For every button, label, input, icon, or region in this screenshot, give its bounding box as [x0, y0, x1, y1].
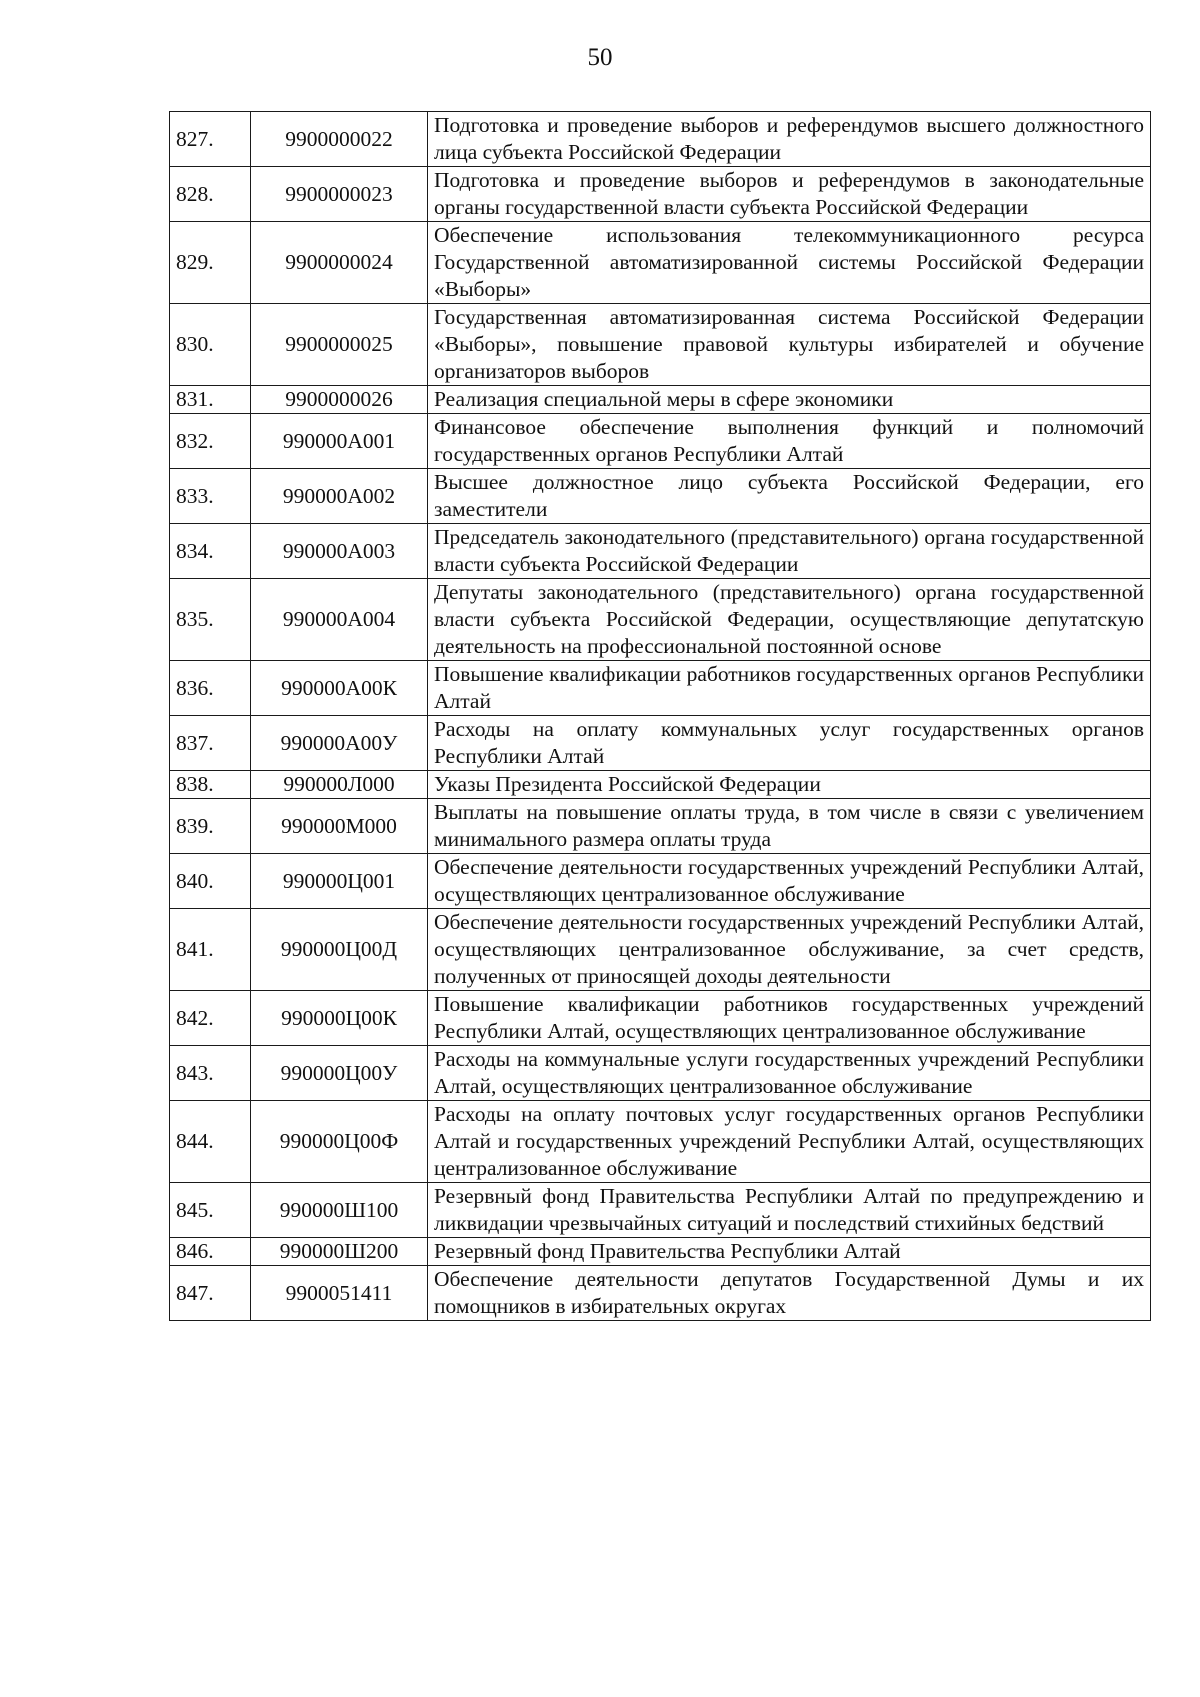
- target-item-code-cell: 990000А00К: [251, 661, 428, 716]
- table-row: [170, 1238, 1151, 1266]
- target-item-code-cell: 990000М000: [251, 799, 428, 854]
- row-number-cell: 836.: [170, 661, 251, 716]
- expense-name-cell: Подготовка и проведение выборов и референдумов высшего должностного лица субъекта Российской Федерации: [428, 112, 1151, 167]
- row-number-cell: 828.: [170, 167, 251, 222]
- expense-name-cell: Повышение квалификации работников государственных учреждений Республики Алтай, осуществляющих централизованное обслуживание: [428, 991, 1151, 1046]
- expense-name-cell: Подготовка и проведение выборов и референдумов в законодательные органы государственной власти субъекта Российской Федерации: [428, 167, 1151, 222]
- table-row: [170, 524, 1151, 579]
- target-item-code-cell: 990000А00У: [251, 716, 428, 771]
- table-row: [170, 661, 1151, 716]
- target-item-code-cell: 990000А001: [251, 414, 428, 469]
- table-row: [170, 222, 1151, 304]
- expense-name-cell: Расходы на оплату почтовых услуг государственных органов Республики Алтай и государственных учреждений Республики Алтай, осуществляющих централизованное обслуживание: [428, 1101, 1151, 1183]
- table-row: [170, 414, 1151, 469]
- row-number-cell: 846.: [170, 1238, 251, 1266]
- expense-name-cell: Реализация специальной меры в сфере экономики: [428, 386, 1151, 414]
- row-number-cell: 844.: [170, 1101, 251, 1183]
- table-row: [170, 579, 1151, 661]
- table-row: [170, 909, 1151, 991]
- target-item-code-cell: 9900000024: [251, 222, 428, 304]
- expense-name-cell: Повышение квалификации работников государственных органов Республики Алтай: [428, 661, 1151, 716]
- table-row: [170, 1266, 1151, 1321]
- target-item-code-cell: 9900051411: [251, 1266, 428, 1321]
- table-row: [170, 1183, 1151, 1238]
- row-number-cell: 830.: [170, 304, 251, 386]
- target-item-code-cell: 990000А002: [251, 469, 428, 524]
- target-item-code-cell: 9900000023: [251, 167, 428, 222]
- row-number-cell: 835.: [170, 579, 251, 661]
- expense-name-cell: Резервный фонд Правительства Республики Алтай: [428, 1238, 1151, 1266]
- expense-name-cell: Выплаты на повышение оплаты труда, в том числе в связи с увеличением минимального размера оплаты труда: [428, 799, 1151, 854]
- table-body: [170, 112, 1151, 1321]
- target-item-code-cell: 990000А003: [251, 524, 428, 579]
- table-row: [170, 716, 1151, 771]
- expense-name-cell: Указы Президента Российской Федерации: [428, 771, 1151, 799]
- row-number-cell: 847.: [170, 1266, 251, 1321]
- expense-name-cell: Финансовое обеспечение выполнения функций и полномочий государственных органов Республики Алтай: [428, 414, 1151, 469]
- expense-name-cell: Депутаты законодательного (представительного) органа государственной власти субъекта Российской Федерации, осуществляющие депутатскую деятельность на профессиональной постоянной основе: [428, 579, 1151, 661]
- target-item-code-cell: 990000Ц00К: [251, 991, 428, 1046]
- table-row: [170, 167, 1151, 222]
- target-item-code-cell: 990000Ц00Д: [251, 909, 428, 991]
- target-item-code-cell: 990000Ц001: [251, 854, 428, 909]
- target-item-code-cell: 990000А004: [251, 579, 428, 661]
- expense-name-cell: Высшее должностное лицо субъекта Российской Федерации, его заместители: [428, 469, 1151, 524]
- expense-name-cell: Резервный фонд Правительства Республики Алтай по предупреждению и ликвидации чрезвычайных ситуаций и последствий стихийных бедствий: [428, 1183, 1151, 1238]
- row-number-cell: 837.: [170, 716, 251, 771]
- row-number-cell: 829.: [170, 222, 251, 304]
- row-number-cell: 827.: [170, 112, 251, 167]
- row-number-cell: 840.: [170, 854, 251, 909]
- table-row: [170, 304, 1151, 386]
- expense-name-cell: Обеспечение деятельности государственных учреждений Республики Алтай, осуществляющих централизованное обслуживание: [428, 854, 1151, 909]
- target-item-code-cell: 9900000026: [251, 386, 428, 414]
- table-row: [170, 854, 1151, 909]
- target-item-code-cell: 9900000025: [251, 304, 428, 386]
- expense-name-cell: Государственная автоматизированная система Российской Федерации «Выборы», повышение правовой культуры избирателей и обучение организаторов выборов: [428, 304, 1151, 386]
- expense-name-cell: Расходы на оплату коммунальных услуг государственных органов Республики Алтай: [428, 716, 1151, 771]
- row-number-cell: 838.: [170, 771, 251, 799]
- table-row: [170, 469, 1151, 524]
- row-number-cell: 831.: [170, 386, 251, 414]
- target-item-code-cell: 990000Ш100: [251, 1183, 428, 1238]
- row-number-cell: 842.: [170, 991, 251, 1046]
- expense-name-cell: Обеспечение деятельности депутатов Государственной Думы и их помощников в избирательных округах: [428, 1266, 1151, 1321]
- target-item-code-cell: 9900000022: [251, 112, 428, 167]
- row-number-cell: 832.: [170, 414, 251, 469]
- table-row: [170, 1101, 1151, 1183]
- table-row: [170, 991, 1151, 1046]
- target-item-code-cell: 990000Л000: [251, 771, 428, 799]
- row-number-cell: 839.: [170, 799, 251, 854]
- row-number-cell: 833.: [170, 469, 251, 524]
- target-item-code-cell: 990000Ш200: [251, 1238, 428, 1266]
- table-row: [170, 799, 1151, 854]
- page-number: 50: [587, 44, 613, 71]
- row-number-cell: 841.: [170, 909, 251, 991]
- expense-name-cell: Обеспечение деятельности государственных учреждений Республики Алтай, осуществляющих централизованное обслуживание, за счет средств, полученных от приносящей доходы деятельности: [428, 909, 1151, 991]
- row-number-cell: 843.: [170, 1046, 251, 1101]
- row-number-cell: 845.: [170, 1183, 251, 1238]
- expense-name-cell: Обеспечение использования телекоммуникационного ресурса Государственной автоматизированной системы Российской Федерации «Выборы»: [428, 222, 1151, 304]
- table-row: [170, 112, 1151, 167]
- expense-name-cell: Расходы на коммунальные услуги государственных учреждений Республики Алтай, осуществляющих централизованное обслуживание: [428, 1046, 1151, 1101]
- target-item-code-cell: 990000Ц00У: [251, 1046, 428, 1101]
- target-item-code-cell: 990000Ц00Ф: [251, 1101, 428, 1183]
- budget-classification-table: [169, 111, 1151, 1321]
- table-row: [170, 771, 1151, 799]
- table-row: [170, 1046, 1151, 1101]
- table-row: [170, 386, 1151, 414]
- row-number-cell: 834.: [170, 524, 251, 579]
- expense-name-cell: Председатель законодательного (представительного) органа государственной власти субъекта Российской Федерации: [428, 524, 1151, 579]
